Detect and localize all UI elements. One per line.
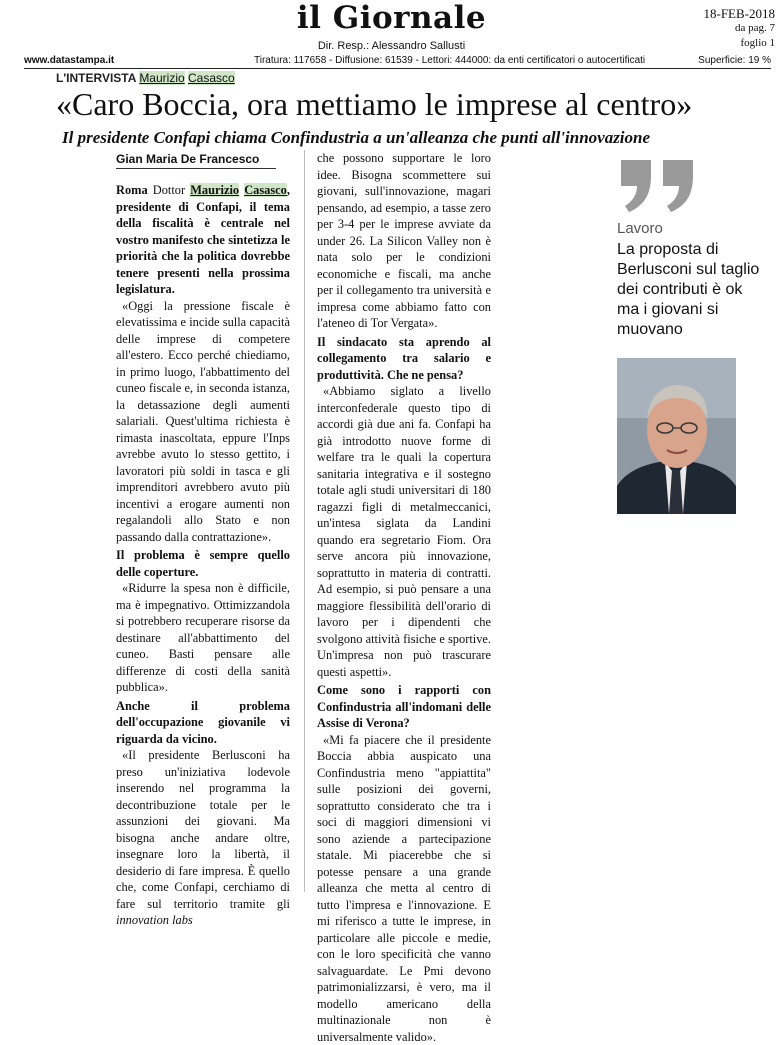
article-column-2 [317,150,491,1045]
clipping-page: da pag. 7 [704,21,776,36]
circulation-stats: Tiratura: 117658 - Diffusione: 61539 - Lettori: 444000: da enti certificatori o autocertificati [254,55,645,66]
newspaper-masthead: il Giornale [0,0,783,36]
article-kicker [56,71,235,85]
article-column-1 [116,182,290,929]
question-5: Come sono i rapporti con Confindustria all'indomani delle Assise di Verona? [317,682,491,732]
kicker-name-last: Casasco [188,71,235,85]
answer-3a [116,747,290,929]
lead-rest: , presidente di Confapi, il tema della fiscalità è centrale nel vostro manifesto che sintetizza le priorità che la politica dovrebbe tenere presenti nella prossima legislatura. [116,183,290,296]
answer-3b: che possono supportare le loro idee. Bisogna scommettere sui giovani, sull'innovazione, magari pensando, ad esempio, a tasse zero per 3-4 per le imprese avviate da under 26. La Silicon Valley non è nata solo per le condizioni economiche e fiscali, ma anche per il collegamento tra università e impresa come abbiamo fatto con l'ateneo di Tor Vergata». [317,150,491,332]
question-2: Il problema è sempre quello delle coperture. [116,547,290,580]
article-subheadline: Il presidente Confapi chiama Confindustria a un'alleanza che punti all'innovazione [62,128,650,148]
sidebar-pullquote: La proposta di Berlusconi sul taglio dei contributi è ok ma i giovani si muovano [617,240,767,340]
question-4: Il sindacato sta aprendo al collegamento tra salario e produttività. Che ne pensa? [317,334,491,384]
lead-pre: Dottor [148,183,191,197]
answer-5: «Mi fa piacere che il presidente Boccia abbia auspicato una Confindustria meno "appiattita" sulle posizioni dei governi, soprattutto considerato che tra i soci di maggiori dimensioni vi sono aziende a partecipazione statale. Mi piacerebbe che si potesse pensare a una grande alleanza che metta al centro di tutto l'impresa e l'innovazione. E mi riferisco a tutte le imprese, in particolare alle piccole e medie, con le loro specificità che vanno salvaguardate. Le Pmi devono patrimonializzarsi, è vero, ma il modello americano della multinazionale non è universalmente valido». [317,732,491,1045]
answer-1: «Oggi la pressione fiscale è elevatissima e incide sulla capacità delle imprese di competere all'estero. Ecco perché chiediamo, in primo luogo, l'abbattimento del cuneo fiscale e, in seconda istanza, la detassazione degli aumenti salariali. Quest'ultima richiesta è rimasta inascoltata, eppure l'Inps avrebbe avuto lo stesso gettito, i lavoratori più soldi in tasca e gli imprenditori avrebbero avuto più incentivi a erogare aumenti non regalandoli allo Stato e non passando dalla contrattazione». [116,298,290,546]
lead-name-last: Casasco [244,183,287,197]
answer-3a-text: «Il presidente Berlusconi ha preso un'iniziativa lodevole inserendo nel programma la decontribuzione totale per le assunzioni dei giovani. Ma bisogna anche andare oltre, insegnare loro la libertà, il desiderio di fare impresa. È quello che, come Confapi, cerchiamo di fare sul territorio tramite gli [116,748,290,911]
interviewee-photo [617,358,736,514]
column-divider [304,150,305,892]
kicker-name-first: Maurizio [139,71,184,85]
answer-4: «Abbiamo siglato a livello interconfederale questo tipo di accordi già due ani fa. Confapi ha già introdotto nuove forme di welfare tra le quali la copertura sanitaria integrativa e il sostegno totale agli studi universitari di 180 ragazzi figli di metalmeccanici, un'intesa siglata da Landini quando era segretario Fiom. Ora serve ancora più innovazione, soprattutto in materia di contratti. Ad esempio, si può pensare a una maggiore flessibilità dell'orario di lavoro per i dipendenti che svolgono attività fisiche e sportive. Un'impresa non può trascurare questi aspetti». [317,383,491,680]
answer-2: «Ridurre la spesa non è difficile, ma è impegnativo. Ottimizzandola si potrebbero recuperare risorse da destinare all'abbattimento del cuneo. Basti pensare alle differenze di costi della sanità pubblica». [116,580,290,696]
director-line: Dir. Resp.: Alessandro Sallusti [0,40,783,52]
website-label: www.datastampa.it [24,55,114,66]
surface-label: Superficie: 19 % [698,55,771,66]
lead-place: Roma [116,183,148,197]
quote-mark-icon [617,156,699,214]
clipping-sheet: foglio 1 [704,36,776,51]
meta-line [24,55,771,69]
answer-3-em: innovation labs [116,913,193,927]
question-3: Anche il problema dell'occupazione giovanile vi riguarda da vicino. [116,698,290,748]
lead-question [116,182,290,298]
sidebar-section-label: Lavoro [617,220,663,237]
kicker-tag: L'INTERVISTA [56,71,136,85]
article-byline: Gian Maria De Francesco [116,152,276,169]
article-headline: «Caro Boccia, ora mettiamo le imprese al centro» [56,86,692,123]
portrait-illustration [617,358,736,514]
clipping-date: 18-FEB-2018 [704,6,776,21]
lead-name-first: Maurizio [190,183,239,197]
